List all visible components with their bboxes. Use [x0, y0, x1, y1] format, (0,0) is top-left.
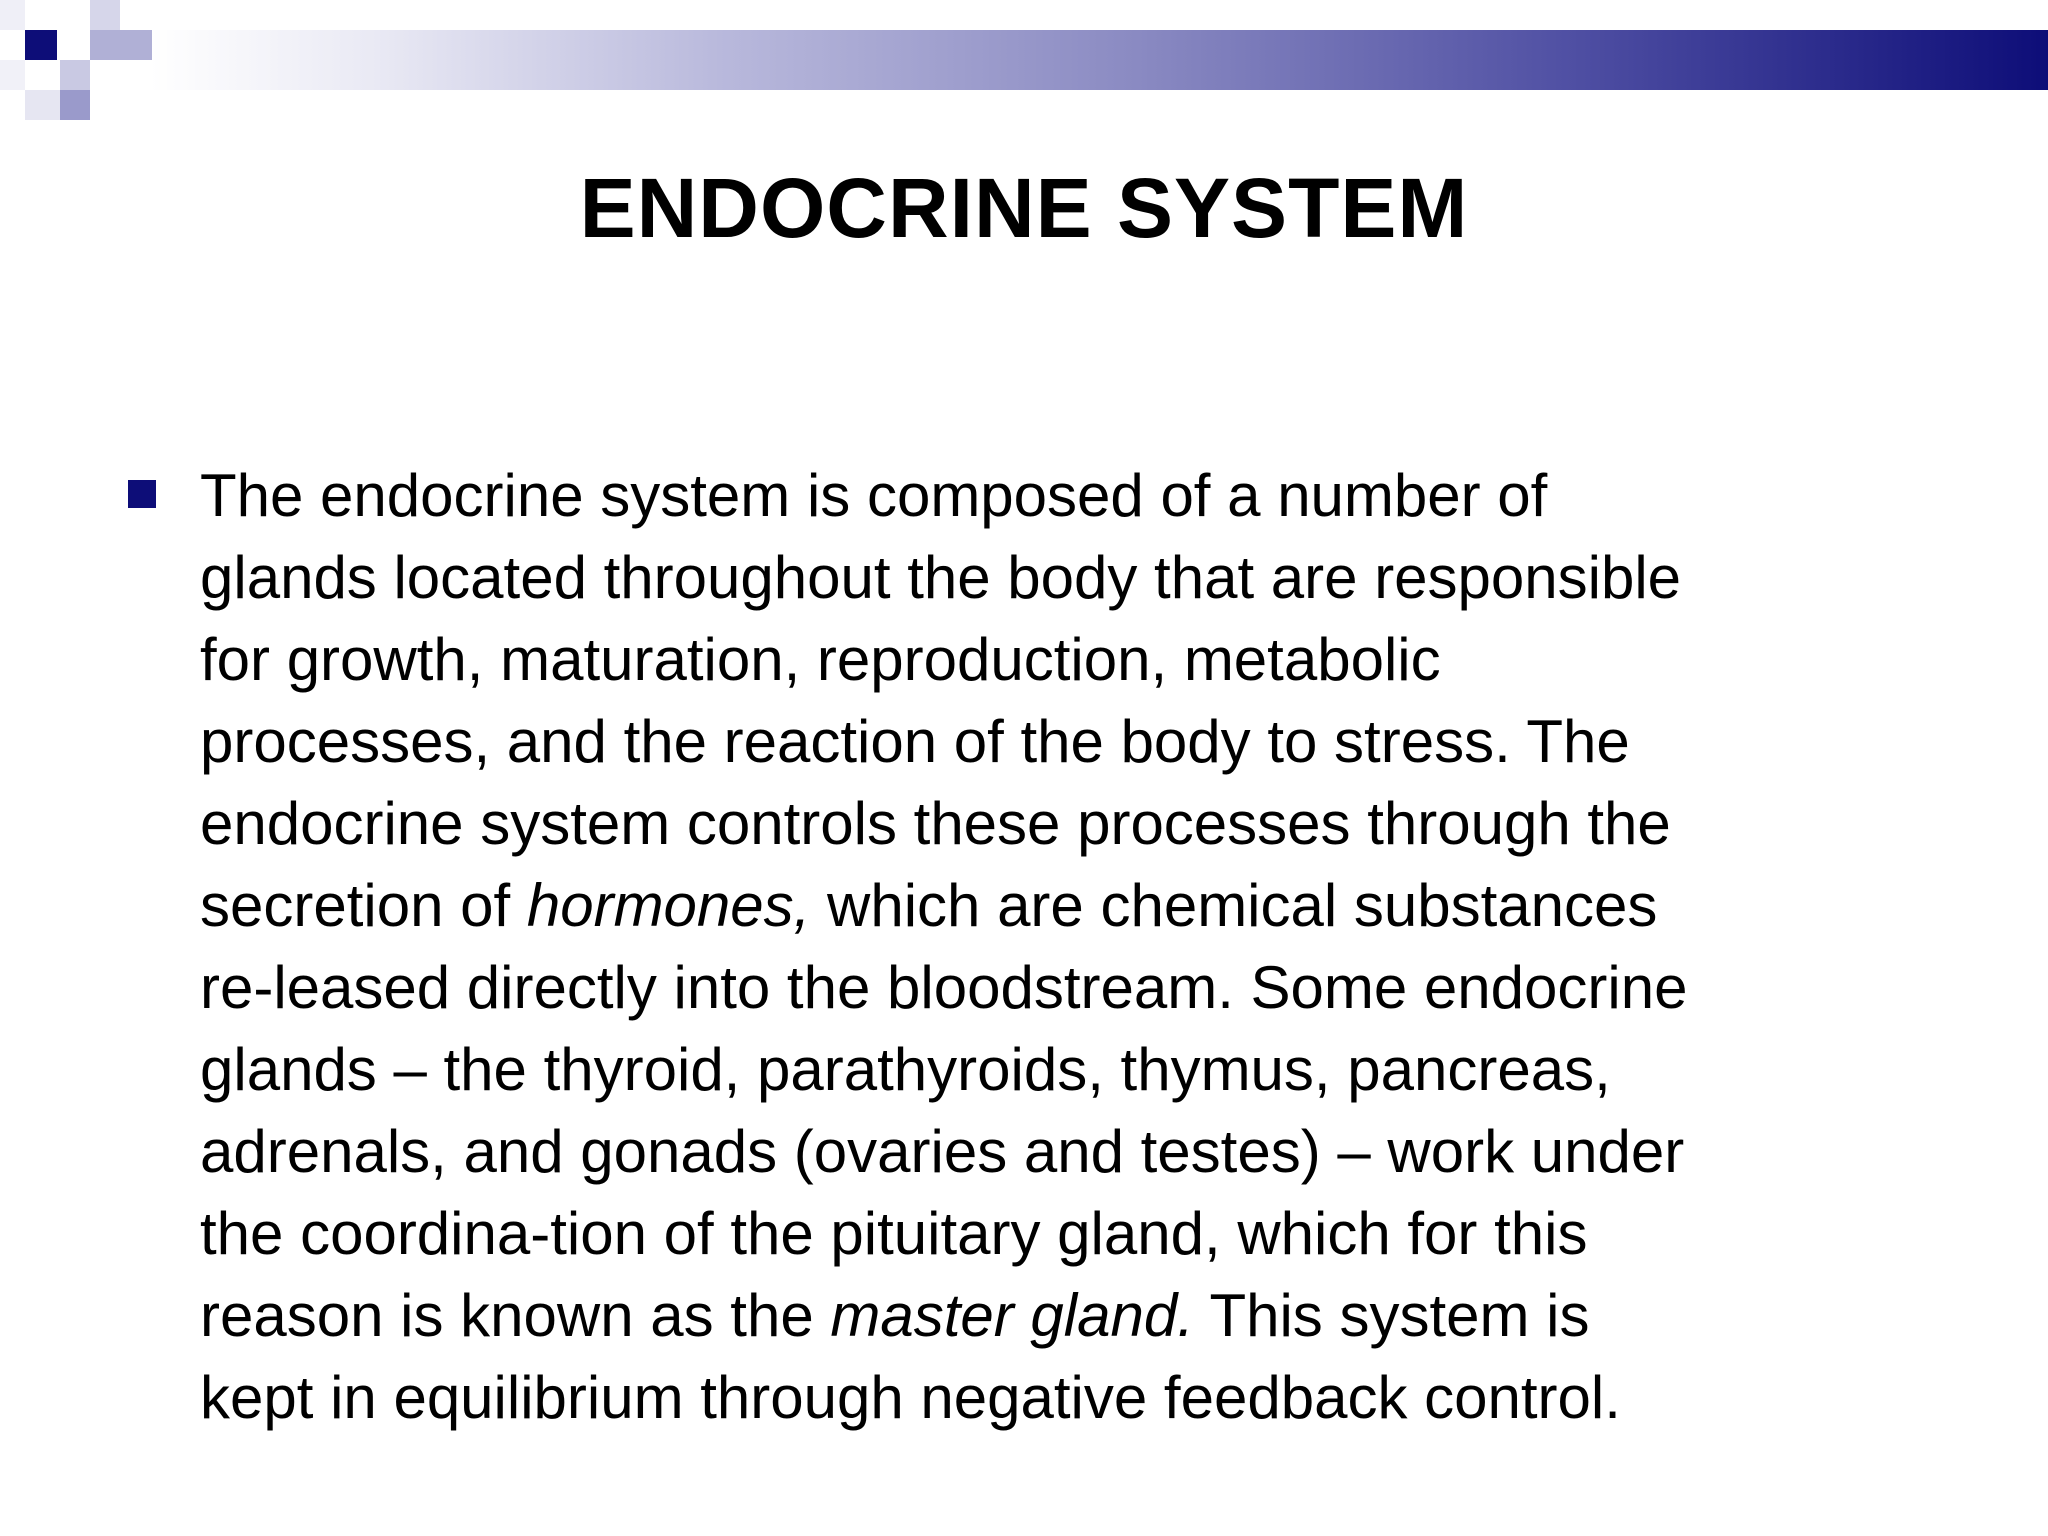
paragraph-line: [200, 1275, 2000, 1357]
square-bullet-icon: [128, 480, 156, 508]
decorative-square: [25, 30, 57, 60]
decorative-square: [0, 60, 25, 90]
decorative-square: [0, 0, 25, 30]
paragraph-line: The endocrine system is composed of a number of: [200, 462, 1548, 529]
slide-title: ENDOCRINE SYSTEM: [579, 161, 1469, 255]
paragraph-line: re-leased directly into the bloodstream. Some endocrine: [200, 954, 1688, 1021]
decorative-square: [90, 0, 120, 30]
paragraph-line: glands located throughout the body that are responsible: [200, 544, 1682, 611]
decorative-square: [60, 90, 90, 120]
decorative-square: [60, 60, 90, 90]
paragraph-line: for growth, maturation, reproduction, metabolic: [200, 626, 1441, 693]
italic-term-master-gland: master gland.: [830, 1282, 1194, 1349]
paragraph-line: kept in equilibrium through negative feedback control.: [200, 1364, 1621, 1431]
decorative-square: [90, 30, 152, 60]
decorative-square: [25, 90, 60, 120]
line-text: secretion of: [200, 872, 527, 939]
paragraph-line: glands – the thyroid, parathyroids, thymus, pancreas,: [200, 1036, 1611, 1103]
paragraph-line: endocrine system controls these processes through the: [200, 790, 1671, 857]
line-text: This system is: [1193, 1282, 1590, 1349]
italic-term-hormones: hormones,: [526, 872, 811, 939]
bullet-paragraph: [200, 455, 2000, 1439]
header-gradient-band: [150, 30, 2048, 90]
paragraph-line: the coordina-tion of the pituitary gland, which for this: [200, 1200, 1588, 1267]
paragraph-line: processes, and the reaction of the body to stress. The: [200, 708, 1630, 775]
paragraph-line: [200, 865, 2000, 947]
paragraph-line: adrenals, and gonads (ovaries and testes) – work under: [200, 1118, 1685, 1185]
line-text: reason is known as the: [200, 1282, 831, 1349]
line-text: which are chemical substances: [810, 872, 1658, 939]
